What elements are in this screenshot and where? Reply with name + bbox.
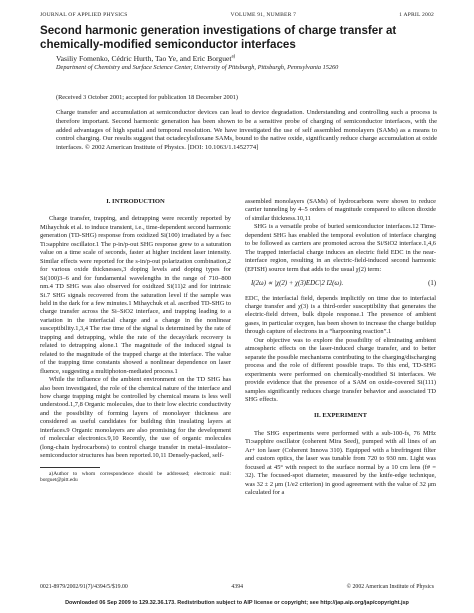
experiment-paragraph-1: The SHG experiments were performed with a sub-100-fs, 76 MHz Ti:sapphire oscillator (coherent Mira Seed), pumped with all lines of an Ar+ ion laser (Coherent Innova 310). Equipped with a birefringent filter and custom optics, the laser was tunable from 720 to 930 nm. Light was focused at 45° with respect to the surface normal by a 10 cm lens (f# = 32). The focused-spot diameter, measured by the knife-edge technique, was 32 ± 2 μm (1/e2 criterion) in good agreement with the value of 32 μm calculated for a bbox=[245, 429, 436, 497]
intro-paragraph-edc: EDC, the interfacial field, depends implicitly on time due to interfacial charge transfer and χ(3) is a third-order susceptibility that generates the electric-field driven, bulk dipole response.1 The presence of ambient gases, in particular oxygen, has been shown to increase the charge buildup through capture of electrons in a “harpooning reaction”.1 bbox=[245, 294, 436, 336]
authors-text: Vasiliy Fomenko, Cédric Hurth, Tao Ye, and Eric Borguet bbox=[56, 54, 232, 63]
intro-paragraph-2: While the influence of the ambient environment on the TD SHG has also been investigated, the role of the chemical nature of the interface and how charge trapping might be controlled by chemical means is less well understood.1,7,8 Organic molecules, due to their low electric conductivity and the possibility of forming layers of monolayer thickness are considered as useful candidates for building thin insulating layers at interfaces.9 Organic monolayers are also promising for the development of molecular electronics.9,10 Recently, the use of organic molecules (long-chain hydrocarbons) to control charge transfer in metal–insulator–semiconductor structures has been reported.10,11 Densely-packed, self- bbox=[40, 376, 231, 460]
intro-paragraph-continued: assembled monolayers (SAMs) of hydrocarbons were shown to reduce carrier tunneling by 4–5 orders of magnitude compared to silicon dioxide of similar thickness.10,11 bbox=[245, 198, 436, 222]
issue-date: 1 APRIL 2002 bbox=[399, 12, 434, 18]
page-number: 4394 bbox=[231, 584, 244, 590]
author-list bbox=[56, 54, 235, 63]
equation-1 bbox=[251, 280, 436, 288]
footnote-divider bbox=[40, 467, 100, 468]
section-heading-experiment: II. EXPERIMENT bbox=[313, 412, 368, 420]
article-title: Second harmonic generation investigations of charge transfer at chemically-modified semiconductor interfaces bbox=[40, 24, 397, 51]
section-heading-introduction: I. INTRODUCTION bbox=[106, 198, 165, 205]
left-column bbox=[40, 198, 231, 484]
page-footer bbox=[40, 584, 434, 590]
corresponding-author-footnote: a)Author to whom correspondence should be addressed; electronic mail: borguet@pitt.edu bbox=[40, 470, 231, 484]
affiliation: Department of Chemistry and Surface Science Center, University of Pittsburgh, Pittsburgh, Pennsylvania 15260 bbox=[56, 64, 339, 71]
volume-number: VOLUME 91, NUMBER 7 bbox=[230, 12, 297, 18]
running-head bbox=[40, 12, 434, 20]
right-column bbox=[245, 198, 436, 498]
intro-paragraph-shg: SHG is a versatile probe of buried semiconductor interfaces.12 Time-dependent SHG has enabled the temporal evolution of interface charging to be followed as carriers are promoted across the Si/SiO2 interface.1,4,6 The trapped interfacial charge induces an electric field EDC in the near-interface region, resulting in an electric-field-induced second harmonic (EFISH) source term that adds to the usual χ(2) term: bbox=[245, 223, 436, 273]
author-footnote-mark: a) bbox=[231, 54, 236, 60]
journal-name: JOURNAL OF APPLIED PHYSICS bbox=[40, 12, 128, 18]
intro-paragraph-1: Charge transfer, trapping, and detrapping were recently reported by Mihaychuk et al. to induce transient, i.e., time-dependent second harmonic generation (TD-SHG) response from oxidized Si(100) irradiated by a fsec Ti:sapphire oscillator.1 The p-in/p-out SHG response grew to a saturation value on a time scale of seconds, faster at higher incident laser intensity. Similar effects were reported for the s-in/p-out polarization combination,2 for various oxide thicknesses,3 doping levels and doping types for Si(100)3–6 and for fundamental wavelengths in the range of 710–800 nm.4 TD SHG was also observed for oxidized Si(11)2 and for intrinsic Si.7 SHG signals recovered from the saturation level if the sample was held in the dark for a few minutes.1 Mihaychuk et al. ascribed TD-SHG to charge transfer across the Si–SiO2 interface, and trapping leading to a variation in the interfacial charge and a change in the nonlinear susceptibility.1,3,4 The rise time of the signal is determined by the rate of trapping and detrapping, while the rate of the decay/dark recovery is related to detrapping alone.1 The magnitude of the induced signal is related to the magnitude of the trapped charge at the interface. The value of the trapping time constants showed a nonlinear dependence on laser fluence, suggesting a multiphoton-mediated process.1 bbox=[40, 215, 231, 375]
intro-paragraph-objective: Our objective was to explore the possibility of eliminating ambient atmospheric effects on the laser-induced charge transfer, and to better separate the possible mechanisms contributing to the charging/discharging process and the role of different possible traps. To this end, TD-SHG experiments were performed on chemically-modified Si interfaces. We provide evidence that the presence of a SAM on oxide-covered Si(111) samples significantly reduces charge transfer behavior and associated TD SHG effects. bbox=[245, 336, 436, 403]
download-notice: Downloaded 06 Sep 2009 to 129.32.36.173. Redistribution subject to AIP license or copyright; see http://jap.aip.org/jap/copyright.jsp bbox=[65, 600, 409, 606]
abstract: Charge transfer and accumulation at semiconductor devices can lead to device degradation. Understanding and controlling such a process is therefore important. Second harmonic generation has been shown to be a sensitive probe of charging of semiconductor interfaces, with the added advantages of high spatial and temporal resolution. We have investigated the use of self assembled monolayers (SAMs) as a means to control charging. Our results suggest that octadecylsiloxane SAMs, bound to the native oxide, significantly reduce charge accumulation at oxide interfaces. © 2002 American Institute of Physics. [DOI: 10.1063/1.1452774] bbox=[56, 109, 437, 152]
equation-expression: I(2ω) ∝ |χ(2) + χ(3)EDC|2 I2(ω). bbox=[251, 280, 344, 288]
copyright-notice: © 2002 American Institute of Physics bbox=[346, 584, 434, 590]
article-code: 0021-8979/2002/91(7)/4394/5/$19.00 bbox=[40, 584, 128, 590]
equation-number: (1) bbox=[428, 280, 436, 288]
received-dates: (Received 3 October 2001; accepted for publication 18 December 2001) bbox=[56, 94, 239, 101]
